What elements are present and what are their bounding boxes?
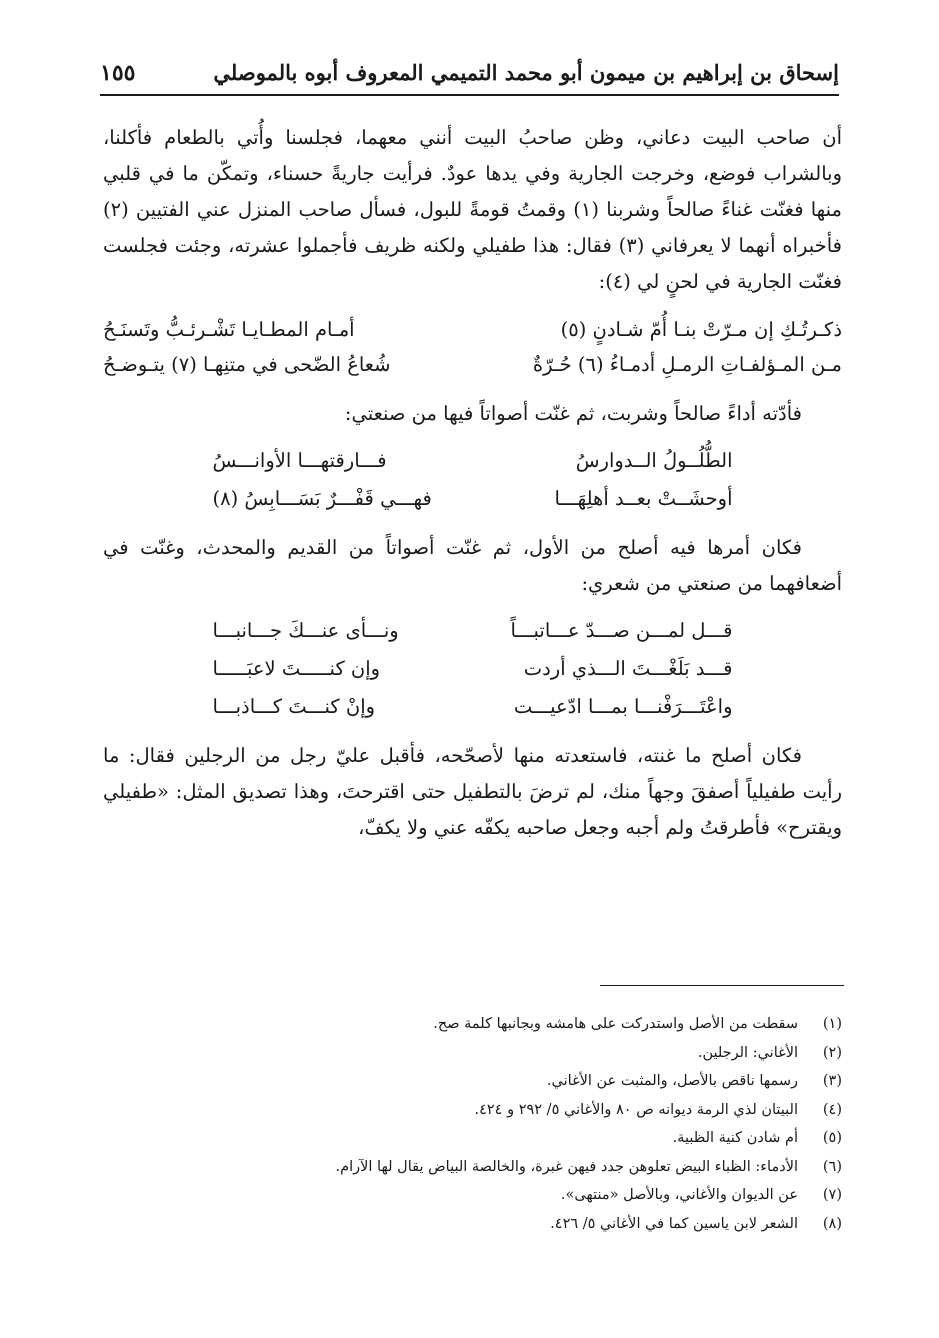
verse-hemistich: ذكـرتُـكِ إن مـرّتْ بنـا أُمّ شـادنٍ (٥) bbox=[560, 318, 842, 341]
verse-line bbox=[103, 688, 842, 726]
verse-line bbox=[103, 347, 842, 382]
main-text bbox=[103, 120, 842, 846]
running-title: إسحاق بن إبراهيم بن ميمون أبو محمد التميمي المعروف أبوه بالموصلي bbox=[213, 60, 839, 85]
footnote-number: (٧) bbox=[822, 1187, 842, 1203]
footnote-text: الأدماء: الظباء البيض تعلوهن جدد فيهن غبرة، والخالصة البياض يقال لها الآرام. bbox=[335, 1158, 798, 1175]
footnote-number: (٢) bbox=[822, 1044, 842, 1061]
verse-hemistich: قـــد بَلَغْـــتَ الـــذي أردت bbox=[523, 657, 733, 680]
footnotes bbox=[103, 1010, 842, 1238]
paragraph-4: فكان أصلح ما غنته، فاستعدته منها لأصحّحه، فأقبل عليّ رجل من الرجلين فقال: ما رأيت طفيلياً أصفقَ وجهاً منك، لم ترضَ بالتطفيل حتى اقترحتَ، وهذا تصديق المثل: «طفيلي ويقترح» فأطرقتُ ولم أجبه وجعل صاحبه يكفّه عني ولا يكفّ، bbox=[103, 744, 842, 839]
footnote-text: رسمها ناقص بالأصل، والمثبت عن الأغاني. bbox=[546, 1073, 798, 1089]
verse-hemistich: وإنْ كنـــتَ كـــاذبـــا bbox=[212, 695, 376, 718]
footnote bbox=[103, 1039, 842, 1068]
verse-line bbox=[103, 612, 842, 650]
verse-hemistich: فهـــي قَفْـــرٌ بَسَـــابِسُ (٨) bbox=[212, 487, 432, 510]
footnote bbox=[103, 1124, 842, 1153]
verse-line bbox=[103, 480, 842, 518]
verse-hemistich: الطُّلُــولُ الــدوارسُ bbox=[575, 449, 733, 472]
page-number: ١٥٥ bbox=[100, 60, 136, 86]
footnote bbox=[103, 1067, 842, 1096]
verse-hemistich: قـــل لمـــن صـــدّ عـــاتبـــاً bbox=[510, 619, 733, 642]
footnote-text: عن الديوان والأغاني، وبالأصل «منتهى». bbox=[560, 1187, 798, 1203]
footnote-text: البيتان لذي الرمة ديوانه ص ٨٠ والأغاني ٥/ ٢٩٢ و ٤٢٤. bbox=[474, 1101, 798, 1118]
verse-hemistich: أمـام المطـايـا تَشْـرئـبُّ وتَسنَـحُ bbox=[103, 318, 355, 341]
verse-hemistich: شُعاعُ الضّحى في متنِهـا (٧) يتـوضـحُ bbox=[103, 353, 391, 376]
page-header bbox=[100, 54, 839, 96]
footnote bbox=[103, 1210, 842, 1239]
footnote bbox=[103, 1010, 842, 1039]
footnote bbox=[103, 1181, 842, 1210]
paragraph-2: فأدّته أداءً صالحاً وشربت، ثم غنّت أصواتاً فيها من صنعتي: bbox=[344, 402, 802, 425]
verse-hemistich: ونـــأى عنـــكَ جـــانبـــا bbox=[212, 619, 399, 642]
footnote-number: (٤) bbox=[822, 1101, 842, 1118]
footnote-text: الأغاني: الرجلين. bbox=[697, 1044, 798, 1061]
footnote-number: (١) bbox=[822, 1016, 842, 1032]
verse-block-1 bbox=[103, 312, 842, 382]
paragraph-3: فكان أمرها فيه أصلح من الأول، ثم غنّت أصواتاً من القديم والمحدث، وغنّت في أضعافهما من صنعتي من شعري: bbox=[103, 536, 842, 595]
footnote-text: الشعر لابن ياسين كما في الأغاني ٥/ ٤٢٦. bbox=[550, 1215, 798, 1232]
paragraph-1: أن صاحب البيت دعاني، وظن صاحبُ البيت أنني معهما، فجلسنا وأُتي بالطعام فأكلنا، وبالشراب فوضع، وخرجت الجارية وفي يدها عودٌ. فرأيت جاريةً حسناء، وتمكّن ما في قلبي منها فغنّت غناءً صالحاً وشربنا (١) وقمتُ قومةً للبول، فسأل صاحب المنزل عني الفتيين (٢) فأخبراه أنهما لا يعرفاني (٣) فقال: هذا طفيلي ولكنه ظريف فأجملوا عشرته، وجئت فجلست فغنّت الجارية في لحنٍ لي (٤): bbox=[103, 126, 842, 293]
verse-block-3 bbox=[103, 612, 842, 726]
footnote-number: (٥) bbox=[822, 1130, 842, 1146]
verse-block-2 bbox=[103, 442, 842, 518]
footnote-text: سقطت من الأصل واستدركت على هامشه وبجانبها كلمة صح. bbox=[433, 1016, 798, 1032]
footnote-number: (٦) bbox=[822, 1158, 842, 1175]
footnote bbox=[103, 1096, 842, 1125]
verse-hemistich: واعْتَـــرَفْنـــا بمـــا ادّعيـــت bbox=[513, 695, 733, 718]
verse-line bbox=[103, 650, 842, 688]
verse-hemistich: أوحشَــتْ بعــد أهلِهَـــا bbox=[554, 487, 733, 510]
footnote-text: أم شادن كنية الظبية. bbox=[672, 1130, 798, 1146]
verse-hemistich: مـن المـؤلفـاتِ الرمـلِ أدمـاءُ (٦) حُـرّةٌ bbox=[532, 353, 842, 376]
footnote-number: (٣) bbox=[822, 1073, 842, 1089]
footnote-number: (٨) bbox=[822, 1215, 842, 1232]
footnote-separator bbox=[600, 985, 844, 986]
footnote bbox=[103, 1153, 842, 1182]
verse-line bbox=[103, 312, 842, 347]
verse-hemistich: وإن كنـــــتَ لاعبَـــــا bbox=[212, 657, 381, 680]
verse-hemistich: فـــارقتهـــا الأوانـــسُ bbox=[212, 449, 387, 472]
verse-line bbox=[103, 442, 842, 480]
